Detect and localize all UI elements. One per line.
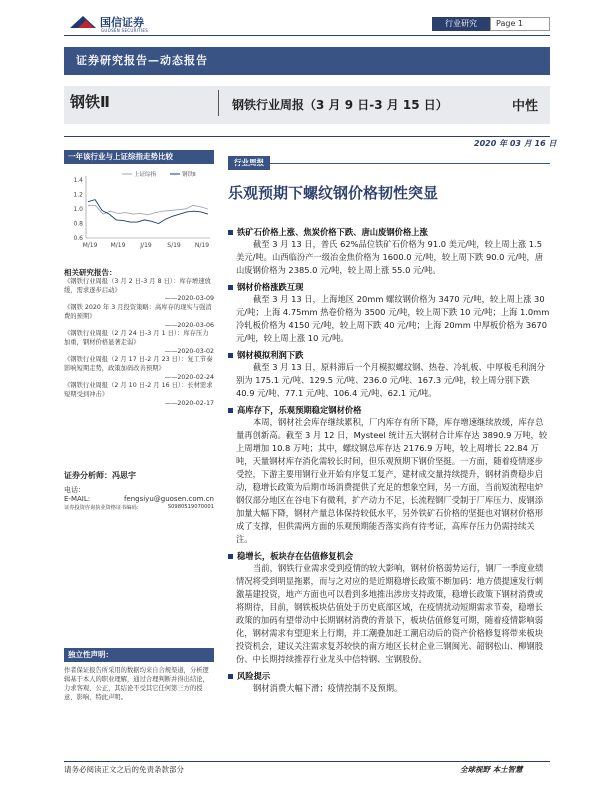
chart-heading: 一年该行业与上证综指走势比较 bbox=[64, 150, 214, 164]
point-title: 稳增长，板块存在估值修复机会 bbox=[237, 551, 354, 561]
section-underline bbox=[228, 163, 550, 164]
square-bullet-icon bbox=[228, 408, 233, 413]
footer-slogan: 全球视野 本土智慧 bbox=[460, 765, 523, 774]
related-report-date: ——2020-02-24 bbox=[164, 373, 214, 381]
analyst-email-label: E-MAIL: bbox=[64, 495, 91, 503]
rating: 中性 bbox=[512, 99, 539, 114]
point-heading bbox=[228, 404, 550, 416]
related-report-title: 《钢铁行业周报（2 月 10 日-2 月 16 日）：长材需求短期受到冲击》 bbox=[64, 382, 213, 399]
header-divider bbox=[64, 35, 550, 36]
title-bar-divider bbox=[218, 90, 219, 116]
point-body: 截至 3 月 13 日，上海地区 20mm 螺纹钢价格为 3470 元/吨，较上周上涨 30 元/吨；上海 4.75mm 热卷价格为 3500 元/吨，较上周下跌 10 元/吨；上海 1.0mm 冷轧板价格为 4150 元/吨，较上周下跌 40 元/吨；上海 20mm 中厚板价格为 3670 元/吨，较上周上涨 10 元/吨。 bbox=[236, 294, 550, 343]
logo-text: 国信证券 bbox=[100, 15, 144, 29]
point-title: 钢材模拟利润下跌 bbox=[237, 350, 304, 360]
disclaimer-heading: 独立性声明： bbox=[64, 648, 214, 662]
related-report-title: 《钢铁行业周报（2 月 24 日-3 月 1 日）：库存压力加重，钢材价格显著走弱》 bbox=[64, 330, 209, 346]
related-report-item[interactable] bbox=[64, 356, 214, 382]
y-tick-label: 1.0 bbox=[73, 206, 83, 213]
related-report-date: ——2020-02-17 bbox=[164, 399, 214, 407]
related-reports-list bbox=[64, 278, 214, 409]
report-title: 钢铁行业周报（3 月 9 日-3 月 15 日） bbox=[232, 98, 448, 112]
report-banner: 证券研究报告—动态报告 bbox=[64, 47, 550, 75]
related-report-title: 《钢铁行业周报（3 月 2 日-3 月 8 日）：库存增速放缓，需求逐步启动》 bbox=[64, 278, 211, 294]
y-tick-label: 0.6 bbox=[73, 235, 83, 242]
analyst-email-row bbox=[64, 495, 214, 503]
analyst-name: 证券分析师：冯思宇 bbox=[64, 471, 136, 480]
legend-label: 上证综指 bbox=[134, 172, 157, 178]
legend-label: 钢铁Ⅱ bbox=[182, 172, 196, 178]
main-content bbox=[228, 226, 550, 695]
logo-mark-icon bbox=[70, 14, 96, 30]
analyst-cert-label: 证券投资咨询执业资格证书编码： bbox=[64, 505, 142, 511]
analyst-cert-row bbox=[64, 504, 214, 511]
square-bullet-icon bbox=[228, 285, 233, 290]
square-bullet-icon bbox=[228, 674, 233, 679]
point-heading bbox=[228, 226, 550, 238]
sector-name: 钢铁Ⅱ bbox=[70, 93, 110, 111]
report-type-tag: 行业研究 bbox=[432, 17, 490, 31]
point-body: 截至 3 月 13 日，原料滞后一个月模拟螺纹钢、热卷、冷轧板、中厚板毛利润分别为 175.1 元/吨、129.5 元/吨、236.0 元/吨、167.3 元/吨，较上周分别下跌 40.9 元/吨、77.1 元/吨、106.4 元/吨、62.1 元/吨。 bbox=[236, 362, 545, 398]
related-report-title: 《钢铁 2020 年 3 月投资策略：高库存的现实与强消费的预期》 bbox=[64, 304, 212, 320]
footer-divider bbox=[64, 761, 550, 762]
related-report-date: ——2020-03-06 bbox=[164, 321, 214, 329]
point-title: 钢材价格涨跌互现 bbox=[237, 282, 304, 292]
x-tick-label: M/19 bbox=[82, 242, 98, 249]
y-tick-label: 0.8 bbox=[73, 220, 83, 228]
related-report-title: 《钢铁行业周报（2 月 17 日-2 月 23 日）：复工节奏影响短期走势，政策加码改善预期》 bbox=[64, 356, 213, 373]
analyst-cert: S0980519070001 bbox=[167, 504, 214, 510]
series-line-1 bbox=[88, 200, 208, 224]
headline: 乐观预期下螺纹钢价格韧性突显 bbox=[228, 184, 439, 202]
point-heading bbox=[228, 349, 550, 361]
related-report-date: ——2020-03-02 bbox=[164, 347, 214, 355]
disclaimer-text: 作者保证报告所采用的数据均来自合规渠道，分析逻辑基于本人的职业理解，通过合理判断并得出结论，力求客观、公正，其结论不受其它任何第三方的授意、影响，特此声明。 bbox=[64, 667, 209, 701]
x-tick-label: S/19 bbox=[167, 242, 181, 249]
point-heading bbox=[228, 550, 550, 562]
footer-disclaimer: 请务必阅读正文之后的免责条款部分 bbox=[64, 765, 184, 774]
page-number: Page 1 bbox=[490, 17, 550, 31]
point-body: 钢材消费大幅下滑；疫情控制不及预期。 bbox=[253, 683, 403, 693]
related-report-item[interactable] bbox=[64, 304, 214, 330]
report-date: 2020 年 03 月 16 日 bbox=[474, 139, 557, 148]
point-title: 铁矿石价格上涨、焦炭价格下跌、唐山废钢价格上涨 bbox=[237, 227, 428, 237]
series-line-0 bbox=[88, 205, 208, 214]
y-tick-label: 1.2 bbox=[73, 191, 83, 199]
date-divider bbox=[64, 136, 550, 137]
square-bullet-icon bbox=[228, 554, 233, 559]
point-heading bbox=[228, 281, 550, 293]
related-reports-heading: 相关研究报告： bbox=[64, 268, 117, 277]
point-title: 高库存下，乐观预期稳定钢材价格 bbox=[237, 405, 362, 415]
point-title: 风险提示 bbox=[237, 671, 271, 681]
x-tick-label: M/19 bbox=[110, 242, 126, 249]
point-body: 当前，钢铁行业需求受到疫情的较大影响，钢材价格弱势运行，钢厂一季度业绩情况将受到明显拖累，而与之对应的是近期稳增长政策不断加码：地方债提速发行刺激基建投资，地产方面也可以看到多地推出涉房支持政策，稳增长政策下钢材消费或将期待，目前，钢铁板块估值处于历史底部区域，在疫情扰动短期需求节奏，稳增长政策的加码有望带动中长期钢材消费的背景下，板块估值修复可期，随着疫情影响弱化，钢材需求有望迎来上行期，并工潮叠加赶工潮启动后的资产价格修复将带来板块投资机会，建议关注需求复苏较快的南方地区长材企业三钢闽光、韶钢松山、柳钢股份、中长期持续推荐行业龙头中信特钢、宝钢股份。 bbox=[236, 563, 544, 664]
y-tick-label: 1.4 bbox=[73, 177, 83, 184]
related-report-date: ——2020-03-09 bbox=[164, 295, 214, 303]
analyst-block bbox=[64, 470, 214, 511]
point-body: 截至 3 月 13 日，普氏 62%品位铁矿石价格为 91.0 美元/吨，较上周上涨 1.5 美元/吨。山西临汾产一级冶金焦价格为 1600.0 元/吨，较上周下跌 90.0 元/吨，唐山废钢价格为 2385.0 元/吨，较上周上涨 55.0 元/吨。 bbox=[236, 239, 544, 275]
related-report-item[interactable] bbox=[64, 330, 214, 356]
point-heading bbox=[228, 670, 550, 682]
section-header bbox=[228, 150, 550, 164]
square-bullet-icon bbox=[228, 230, 233, 235]
analyst-email[interactable]: fengsiyu@guosen.com.cn bbox=[123, 495, 214, 503]
related-report-item[interactable] bbox=[64, 278, 214, 304]
related-report-item[interactable] bbox=[64, 382, 214, 408]
x-tick-label: J/19 bbox=[140, 242, 152, 249]
trend-chart bbox=[64, 166, 214, 256]
square-bullet-icon bbox=[228, 353, 233, 358]
analyst-phone: 电话： bbox=[64, 486, 85, 494]
point-body: 本周，钢材社会库存继续累积，厂内库存有所下降，库存增速继续放缓，库存总量再创新高。截至 3 月 12 日，Mysteel 统计五大钢材合计库存达 3890.9 万吨，较上周增加 10.8 万吨；其中，螺纹钢总库存达 2176.9 万吨，较上周增长 22.84 万吨，天量钢材库存消化需较长时间，但乐观预期下钢价坚挺。一方面，随着疫情逐步受控，下游主要用钢行业开始有序复工复产，建材成交量持续提升，钢材消费稳步启动，稳增长政策为后期市场消费提供了充足的想象空间，另一方面，当前短流程电炉钢仅部分地区在谷电下有微利，扩产动力不足，长流程钢厂受制于厂库压力、废钢添加量大幅下降，钢材产量总体保持较低水平，另外铁矿石价格的坚挺也对钢材价格形成了支撑，但供需两方面的乐观预期能否落实尚有待考证，高库存压力仍需持续关注。 bbox=[236, 417, 548, 544]
x-tick-label: N/19 bbox=[194, 242, 210, 249]
logo-subtext: GUOSEN SECURITIES bbox=[101, 28, 149, 33]
